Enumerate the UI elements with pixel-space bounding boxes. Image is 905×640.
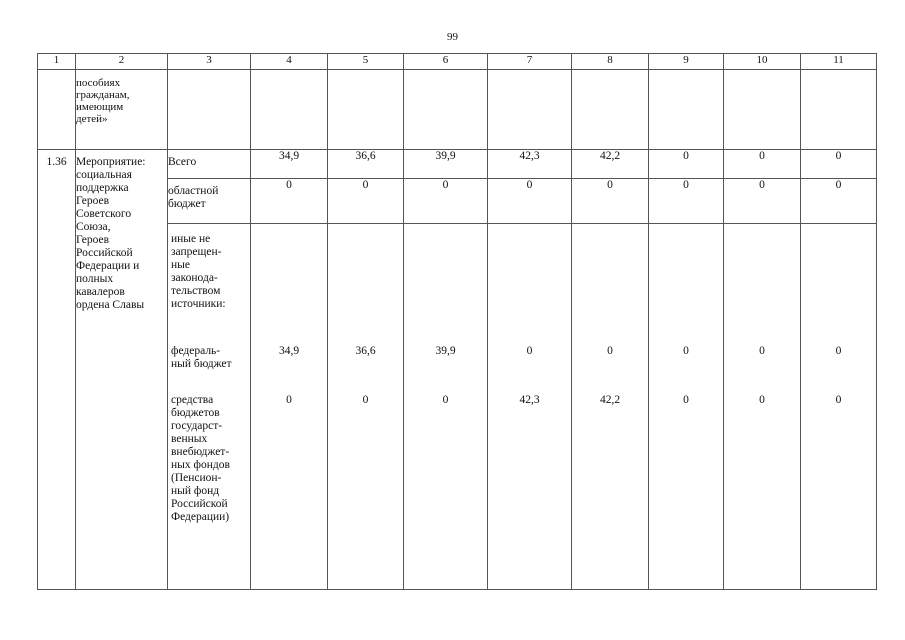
value-cell: 0 [801,150,877,179]
table-cell [801,70,877,150]
other-sources-label [171,233,226,311]
funds-value: 0 [759,394,765,406]
funds-value: 42,2 [599,394,621,406]
value-cell: 0 [801,179,877,224]
table-cell [38,70,76,150]
value-cell: 0 [724,179,801,224]
value-cell: 36,6 [328,150,404,179]
text-line: Российской [171,498,228,510]
text-line: средства [171,394,214,406]
total-row [38,150,877,179]
table-cell [572,70,649,150]
value-column [488,224,572,590]
text-line: социальная [76,169,132,181]
value-column [724,224,801,590]
column-header: 2 [76,54,168,70]
funds-value: 0 [286,394,292,406]
text-line: ный фонд [171,485,220,497]
federal-value: 0 [835,345,842,357]
value-cell: 39,9 [404,150,488,179]
item-title [76,150,168,590]
funds-value: 42,3 [519,394,540,406]
text-line: поддержка [76,182,129,194]
value-column [649,224,724,590]
table-cell [488,70,572,150]
text-line: Российской [76,247,133,259]
extrabudgetary-funds-label [171,394,230,524]
text-line: имеющим [76,101,124,113]
column-header: 5 [328,54,404,70]
text-line: Героев [76,195,110,207]
value-cell: 0 [328,179,404,224]
column-header: 4 [251,54,328,70]
federal-value: 39,9 [435,345,456,357]
value-cell: 0 [724,150,801,179]
value-cell: 34,9 [251,150,328,179]
federal-value: 34,9 [278,345,300,357]
table-cell [649,70,724,150]
value-cell: 42,2 [572,150,649,179]
text-line: государст- [171,420,223,432]
column-number-row [38,54,877,70]
federal-budget-label [171,345,232,371]
text-line: запрещен- [171,246,222,258]
column-header: 7 [488,54,572,70]
text-line: ных фондов [171,459,230,471]
value-column [328,224,404,590]
text-line: Федерации и [76,260,140,272]
text-line: ные [171,259,190,271]
federal-value: 0 [526,345,533,357]
table-cell [724,70,801,150]
source-labels-cell [168,224,251,590]
column-header: 11 [801,54,877,70]
table-cell [251,70,328,150]
continuation-row [38,70,877,150]
funds-value: 0 [442,394,449,406]
column-header: 8 [572,54,649,70]
value-column [251,224,328,590]
text-line: федераль- [171,345,221,357]
value-cell: 0 [572,179,649,224]
funding-table [37,53,877,590]
federal-value: 0 [683,345,689,357]
column-header: 1 [38,54,76,70]
row-label-regional [168,179,251,224]
text-line: детей» [76,113,108,125]
value-cell: 0 [404,179,488,224]
text-line: источники: [171,298,226,310]
text-line: Героев [76,234,110,246]
item-code: 1.36 [38,150,76,590]
text-line: Федерации) [171,511,230,523]
text-line: Советского [76,208,132,220]
text-line: тельством [171,285,221,297]
text-line: (Пенсион- [171,472,222,484]
text-line: бюджетов [171,407,220,419]
text-line: ный бюджет [171,358,232,370]
table-cell [404,70,488,150]
text-line: иные не [171,233,211,245]
value-cell: 0 [649,179,724,224]
column-header: 9 [649,54,724,70]
column-header: 6 [404,54,488,70]
table-cell [328,70,404,150]
funds-value: 0 [835,394,842,406]
text-line: гражданам, [76,89,130,101]
value-column [801,224,877,590]
funds-value: 0 [362,394,369,406]
continuation-text [76,70,168,150]
value-cell: 0 [488,179,572,224]
text-line: пособиях [76,77,121,89]
value-cell: 0 [251,179,328,224]
column-header: 3 [168,54,251,70]
text-line: кавалеров [76,286,125,298]
text-line: областной [168,185,219,197]
funds-value: 0 [683,394,689,406]
value-cell: 0 [649,150,724,179]
value-column [572,224,649,590]
page-number: 99 [447,31,458,43]
text-line: Союза, [76,221,111,233]
text-line: полных [76,273,114,285]
text-line: бюджет [168,198,206,210]
value-column [404,224,488,590]
table-cell [168,70,251,150]
text-line: внебюджет- [171,446,230,458]
federal-value: 0 [759,345,765,357]
row-label-total: Всего [168,150,251,179]
value-cell: 42,3 [488,150,572,179]
federal-value: 0 [607,345,613,357]
text-line: ордена Славы [76,299,145,311]
column-header: 10 [724,54,801,70]
text-line: Мероприятие: [76,156,146,168]
text-line: венных [171,433,208,445]
text-line: законода- [171,272,218,284]
federal-value: 36,6 [355,345,376,357]
